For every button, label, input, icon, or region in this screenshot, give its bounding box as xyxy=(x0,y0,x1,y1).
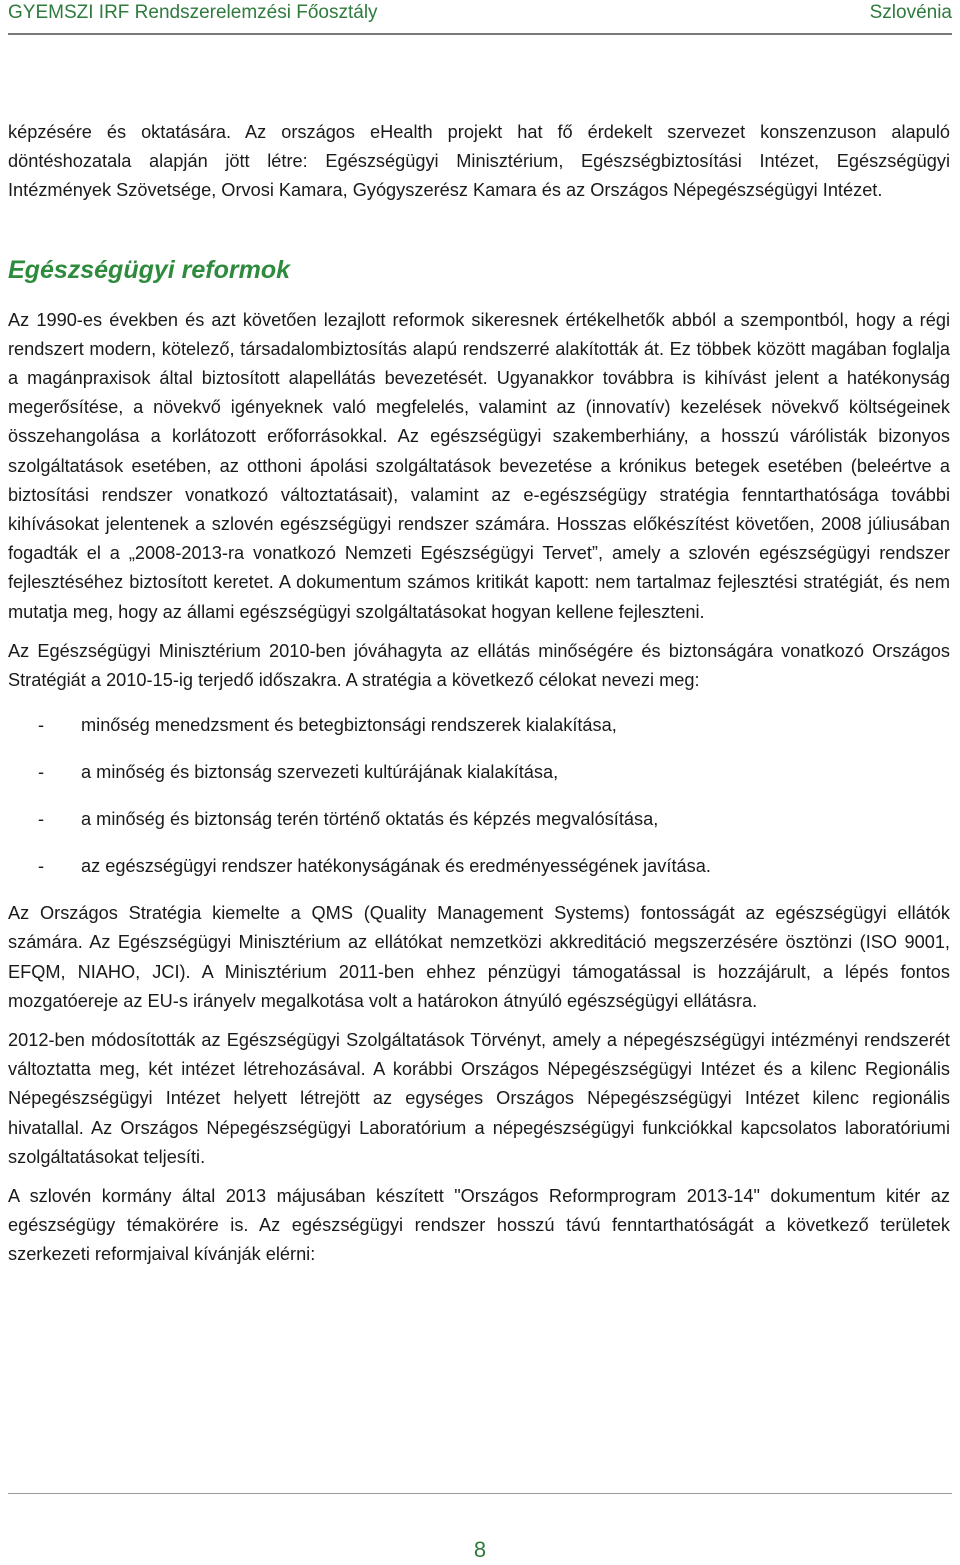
intro-paragraph: képzésére és oktatására. Az országos eHealth projekt hat fő érdekelt szervezet konszenzuson alapuló döntéshozatala alapján jött létre: Egészségügyi Minisztérium, Egészségbiztosítási Intézet, Egészségügyi Intézmények Szövetsége, Orvosi Kamara, Gyógyszerész Kamara és az Országos Népegészségügyi Intézet. xyxy=(8,122,950,201)
list-dash: - xyxy=(38,809,45,830)
goals-list xyxy=(8,711,950,881)
page-header xyxy=(8,0,952,30)
header-country: Szlovénia xyxy=(869,2,952,23)
body-paragraph: Az Egészségügyi Minisztérium 2010-ben jóváhagyta az ellátás minőségére és biztonságára vonatkozó Országos Stratégiát a 2010-15-ig terjedő időszakra. A stratégia a következő célokat nevezi meg: xyxy=(8,640,950,691)
list-item xyxy=(8,805,950,834)
body-paragraph: 2012-ben módosították az Egészségügyi Szolgáltatások Törvényt, amely a népegészségügyi intézményi rendszerét változtatta meg, két intézet létrehozásával. A korábbi Országos Népegészségügyi Intézet és a kilenc Regionális Népegészségügyi Intézet helyett létrejött az egységes Országos Népegészségügyi Intézet kilenc regionális hivatallal. Az Országos Népegészségügyi Laboratórium a népegészségügyi funkciókkal kapcsolatos laboratóriumi szolgáltatásokat teljesíti. xyxy=(8,1030,950,1167)
document-body xyxy=(8,118,950,1270)
page-number: 8 xyxy=(473,1537,487,1562)
header-divider xyxy=(8,33,952,35)
list-dash: - xyxy=(38,762,45,783)
list-dash: - xyxy=(38,715,45,736)
list-dash: - xyxy=(38,856,45,877)
list-item xyxy=(8,852,950,881)
list-item xyxy=(8,711,950,740)
list-item-text: minőség menedzsment és betegbiztonsági rendszerek kialakítása, xyxy=(81,715,617,736)
list-item-text: a minőség és biztonság terén történő oktatás és képzés megvalósítása, xyxy=(81,809,659,830)
list-item-text: az egészségügyi rendszer hatékonyságának és eredményességének javítása. xyxy=(81,856,711,877)
body-paragraph: Az 1990-es években és azt követően lezajlott reformok sikeresnek értékelhetők abból a szempontból, hogy a régi rendszert modern, kötelező, társadalombiztosítás alapú rendszerré alakították át. Ez többek között magában foglalja a magánpraxisok által biztosított alapellátás bevezetését. Ugyanakkor továbbra is kihívást jelent a hatékonyság megerősítése, a növekvő igényeknek való megfelelés, valamint az (innovatív) kezelések növekvő költségeinek összehangolása a korlátozott erőforrásokkal. Az egészségügyi szakemberhiány, a hosszú várólisták bizonyos szolgáltatások esetében, az otthoni ápolási szolgáltatások bevezetése a krónikus betegek esetében (beleértve a biztosítási rendszer vonatkozó változtatásait), valamint az e-egészségügy stratégia fenntarthatósága további kihívásokat jelentenek a szlovén egészségügyi rendszer számára. Hosszas előkészítést követően, 2008 júliusában fogadták el a „2008-2013-ra vonatkozó Nemzeti Egészségügyi Tervet”, amely a szlovén egészségügyi rendszer fejlesztéséhez biztosított keretet. A dokumentum számos kritikát kapott: nem tartalmaz fejlesztési stratégiát, és nem mutatja meg, hogy az állami egészségügyi szolgáltatásokat hogyan kellene fejleszteni. xyxy=(8,309,950,622)
body-paragraph: A szlovén kormány által 2013 májusában készített "Országos Reformprogram 2013-14" dokumentum kitér az egészségügy témakörére is. Az egészségügyi rendszer hosszú távú fenntarthatóságát a következő területek szerkezeti reformjaival kívánják elérni: xyxy=(8,1186,950,1265)
list-item xyxy=(8,758,950,787)
header-organization: GYEMSZI IRF Rendszerelemzési Főosztály xyxy=(8,2,378,23)
section-heading: Egészségügyi reformok xyxy=(8,255,291,284)
body-paragraph: Az Országos Stratégia kiemelte a QMS (Quality Management Systems) fontosságát az egészségügyi ellátók számára. Az Egészségügyi Minisztérium az ellátókat nemzetközi akkreditáció megszerzésére ösztönzi (ISO 9001, EFQM, NIAHO, JCI). A Minisztérium 2011-ben ehhez pénzügyi támogatással is hozzájárult, a lépés fontos mozgatóereje az EU-s irányelv megalkotása volt a határokon átnyúló egészségügyi ellátásra. xyxy=(8,903,950,1011)
footer-divider xyxy=(8,1493,952,1494)
list-item-text: a minőség és biztonság szervezeti kultúrájának kialakítása, xyxy=(81,762,559,783)
